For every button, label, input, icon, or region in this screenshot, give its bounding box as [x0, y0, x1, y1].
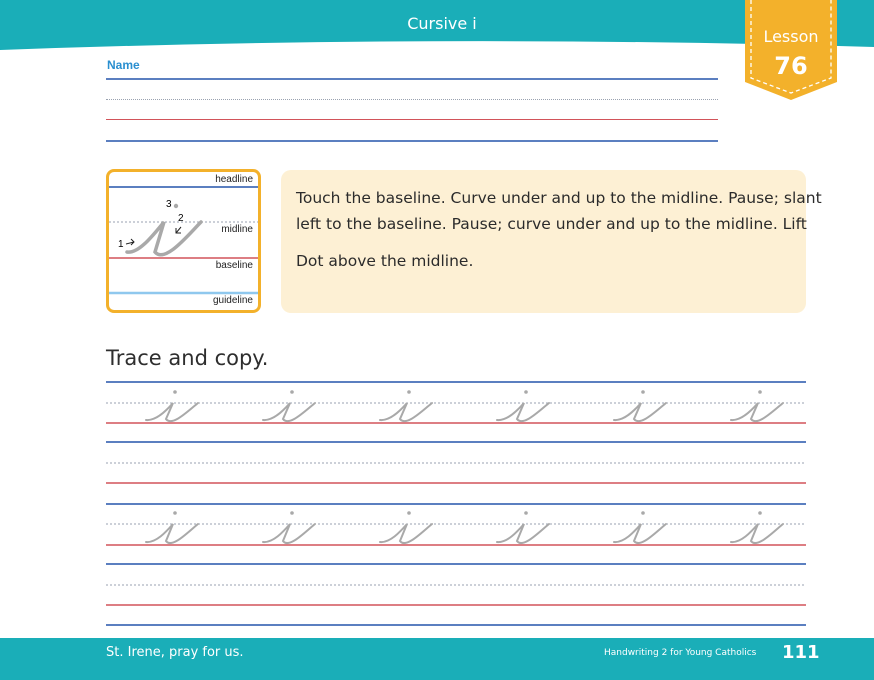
- name-label: Name: [107, 58, 140, 72]
- step-3-label: 3: [166, 199, 172, 210]
- baseline-label: baseline: [215, 260, 253, 271]
- trace-letter-i: [497, 511, 549, 543]
- instruction-line-1: Touch the baseline. Curve under and up to the midline. Pause; slant: [296, 189, 822, 207]
- page-number: 111: [782, 642, 820, 663]
- headline-label: headline: [215, 174, 253, 185]
- trace-letter-i: [380, 511, 432, 543]
- trace-copy-title: Trace and copy.: [106, 346, 269, 370]
- trace-letter-i: [731, 390, 783, 421]
- stroke-diagram: [106, 169, 261, 313]
- midline-label: midline: [221, 224, 253, 235]
- trace-letter-i: [497, 390, 549, 421]
- page-title: Cursive i: [407, 14, 477, 33]
- step-1-label: 1: [118, 239, 124, 250]
- trace-letter-i: [263, 390, 315, 421]
- lesson-label: Lesson: [763, 27, 819, 46]
- trace-letter-i: [146, 390, 198, 421]
- copy-writing-area-1[interactable]: [106, 440, 806, 496]
- guideline-label: guideline: [212, 295, 253, 306]
- footer-prayer: St. Irene, pray for us.: [106, 645, 244, 660]
- trace-letter-i: [614, 390, 666, 421]
- trace-letter-i: [614, 511, 666, 543]
- trace-letter-i: [263, 511, 315, 543]
- footer-book-title: Handwriting 2 for Young Catholics: [604, 648, 757, 658]
- name-writing-area[interactable]: [106, 70, 718, 144]
- lesson-number: 76: [774, 52, 808, 80]
- copy-writing-area-2[interactable]: [106, 562, 806, 620]
- step-2-label: 2: [178, 213, 184, 224]
- trace-letter-i: [731, 511, 783, 543]
- instruction-line-3: Dot above the midline.: [296, 252, 474, 270]
- trace-letter-i: [146, 511, 198, 543]
- trace-letter-i: [380, 390, 432, 421]
- stroke-diagram-lines: [109, 172, 258, 310]
- instruction-line-2: left to the baseline. Pause; curve under and up to the midline. Lift: [296, 215, 807, 233]
